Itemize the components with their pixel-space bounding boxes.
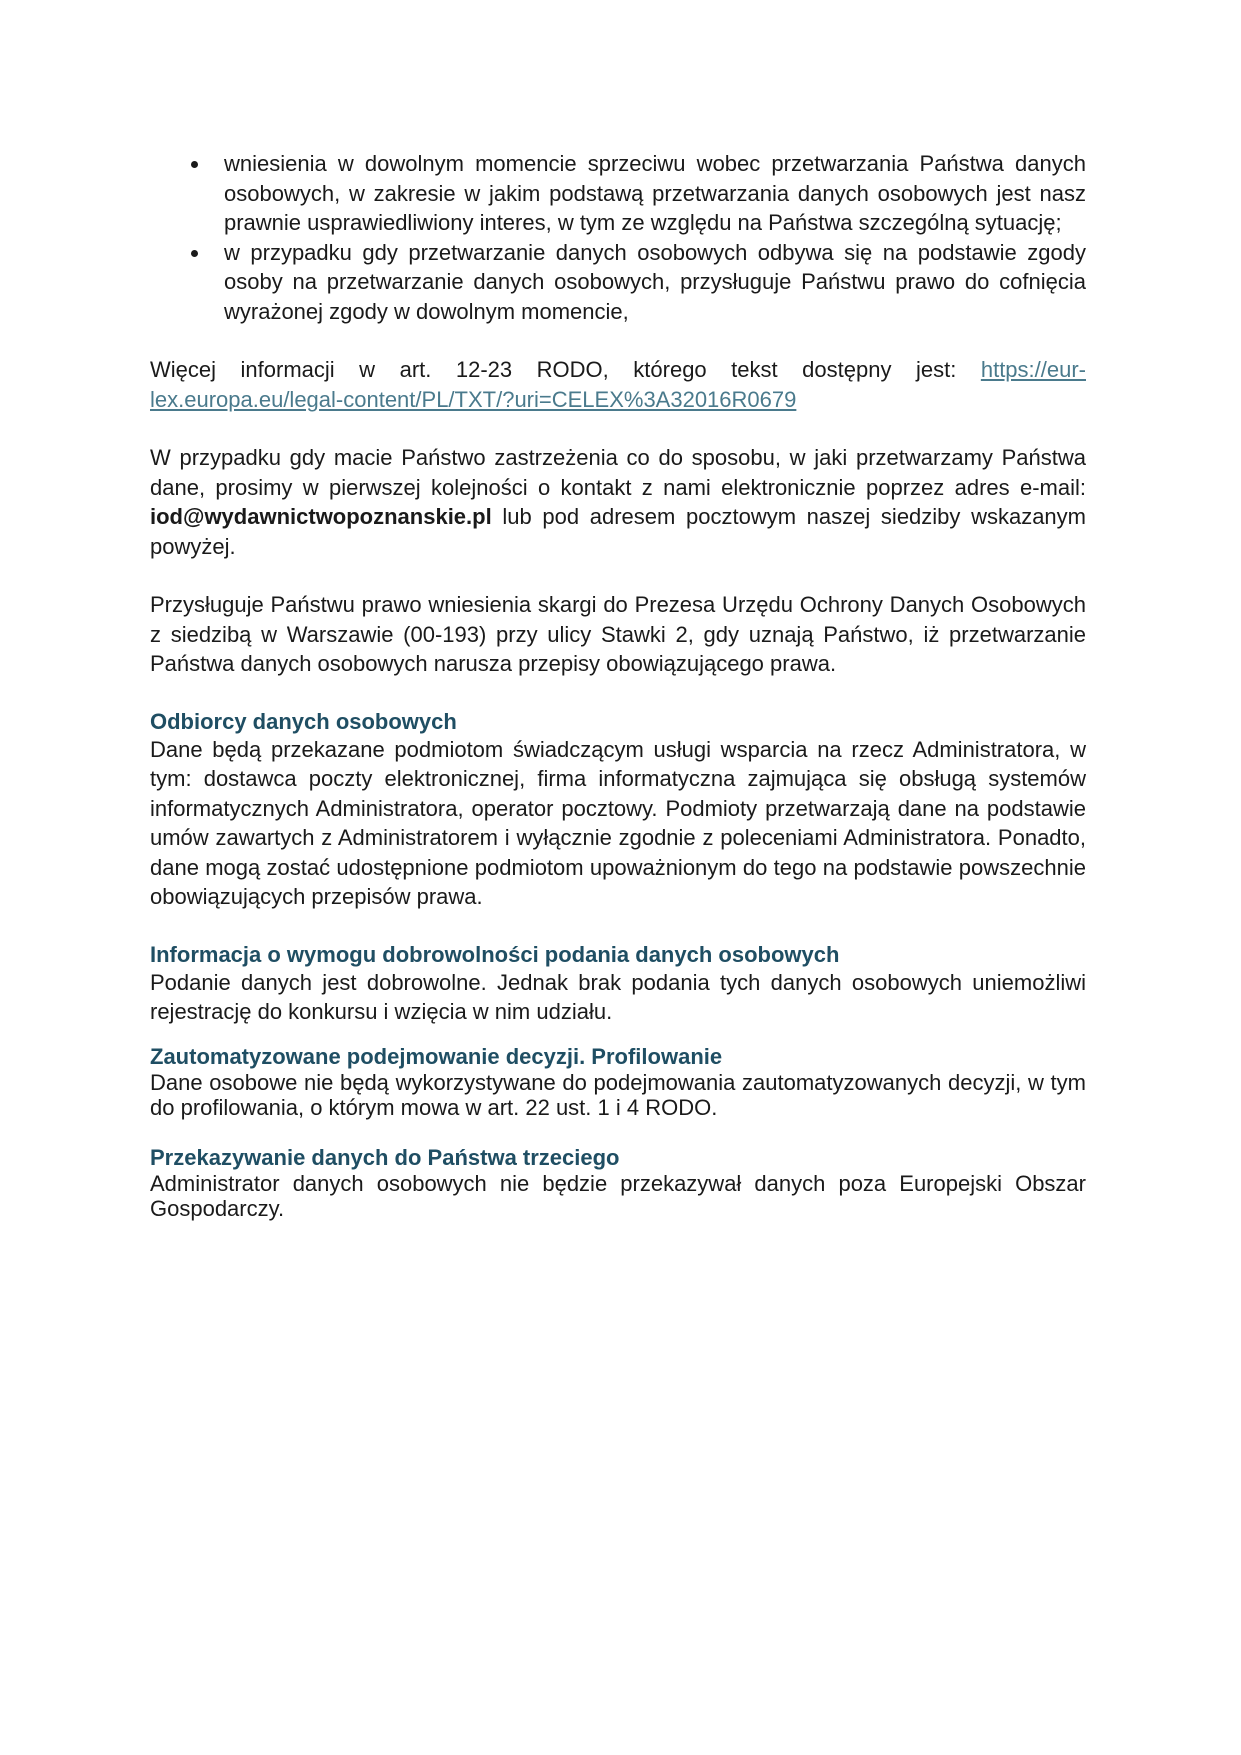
bullet-icon bbox=[191, 250, 198, 257]
complaint-paragraph: Przysługuje Państwu prawo wniesienia skargi do Prezesa Urzędu Ochrony Danych Osobowych z siedzibą w Warszawie (00-193) przy ulicy Stawki 2, gdy uznają Państwo, iż przetwarzanie Państwa danych osobowych narusza przepisy obowiązującego prawa. bbox=[150, 592, 1086, 676]
voluntary-heading: Informacja o wymogu dobrowolności podania danych osobowych bbox=[150, 941, 840, 967]
bullet-icon bbox=[191, 161, 198, 168]
list-item-text: w przypadku gdy przetwarzanie danych osobowych odbywa się na podstawie zgody osoby na przetwarzanie danych osobowych, przysługuje Państwu prawo do cofnięcia wyrażonej zgody w dowolnym momencie, bbox=[224, 239, 1086, 324]
recipients-heading: Odbiorcy danych osobowych bbox=[150, 708, 457, 734]
contact-paragraph bbox=[150, 443, 1086, 561]
recipients-body: Dane będą przekazane podmiotom świadczącym usługi wsparcia na rzecz Administratora, w tym: dostawca poczty elektronicznej, firma informatyczna zajmująca się obsługą systemów informatycznych Administratora, operator pocztowy. Podmioty przetwarzają dane na podstawie umów zawartych z Administratorem i wyłącznie zgodnie z poleceniami Administratora. Ponadto, dane mogą zostać udostępnione podmiotom upoważnionym do tego na podstawie powszechnie obowiązujących przepisów prawa. bbox=[150, 736, 1086, 909]
third-country-heading: Przekazywanie danych do Państwa trzeciego bbox=[150, 1144, 620, 1170]
list-item bbox=[150, 149, 1086, 238]
contact-email: iod@wydawnictwopoznanskie.pl bbox=[150, 504, 492, 529]
list-item-text: wniesienia w dowolnym momencie sprzeciwu wobec przetwarzania Państwa danych osobowych, w zakresie w jakim podstawą przetwarzania danych osobowych jest nasz prawnie usprawiedliwiony interes, w tym ze względu na Państwa szczególną sytuację; bbox=[224, 151, 1086, 235]
eur-lex-link[interactable]: https://eur-lex.europa.eu/legal-content/PL/TXT/?uri=CELEX%3A32016R0679 bbox=[150, 357, 1086, 412]
document-content bbox=[150, 149, 1086, 1222]
automated-body: Dane osobowe nie będą wykorzystywane do podejmowania zautomatyzowanych decyzji, w tym do profilowania, o którym mowa w art. 22 ust. 1 i 4 RODO. bbox=[150, 1069, 1086, 1120]
automated-heading: Zautomatyzowane podejmowanie decyzji. Profilowanie bbox=[150, 1043, 723, 1069]
contact-text-after: lub pod adresem pocztowym naszej siedziby wskazanym powyżej. bbox=[150, 504, 1086, 559]
third-country-body: Administrator danych osobowych nie będzie przekazywał danych poza Europejski Obszar Gospodarczy. bbox=[150, 1170, 1086, 1221]
list-item bbox=[150, 238, 1086, 327]
more-info-paragraph bbox=[150, 355, 1086, 414]
voluntary-body: Podanie danych jest dobrowolne. Jednak brak podania tych danych osobowych uniemożliwi rejestrację do konkursu i wzięcia w nim udziału. bbox=[150, 969, 1086, 1024]
contact-text-before: W przypadku gdy macie Państwo zastrzeżenia co do sposobu, w jaki przetwarzamy Państwa dane, prosimy w pierwszej kolejności o kontakt z nami elektronicznie poprzez adres e-mail: bbox=[150, 445, 1086, 500]
rights-bullet-list bbox=[150, 149, 1086, 326]
more-info-text: Więcej informacji w art. 12-23 RODO, którego tekst dostępny jest: bbox=[150, 357, 981, 382]
